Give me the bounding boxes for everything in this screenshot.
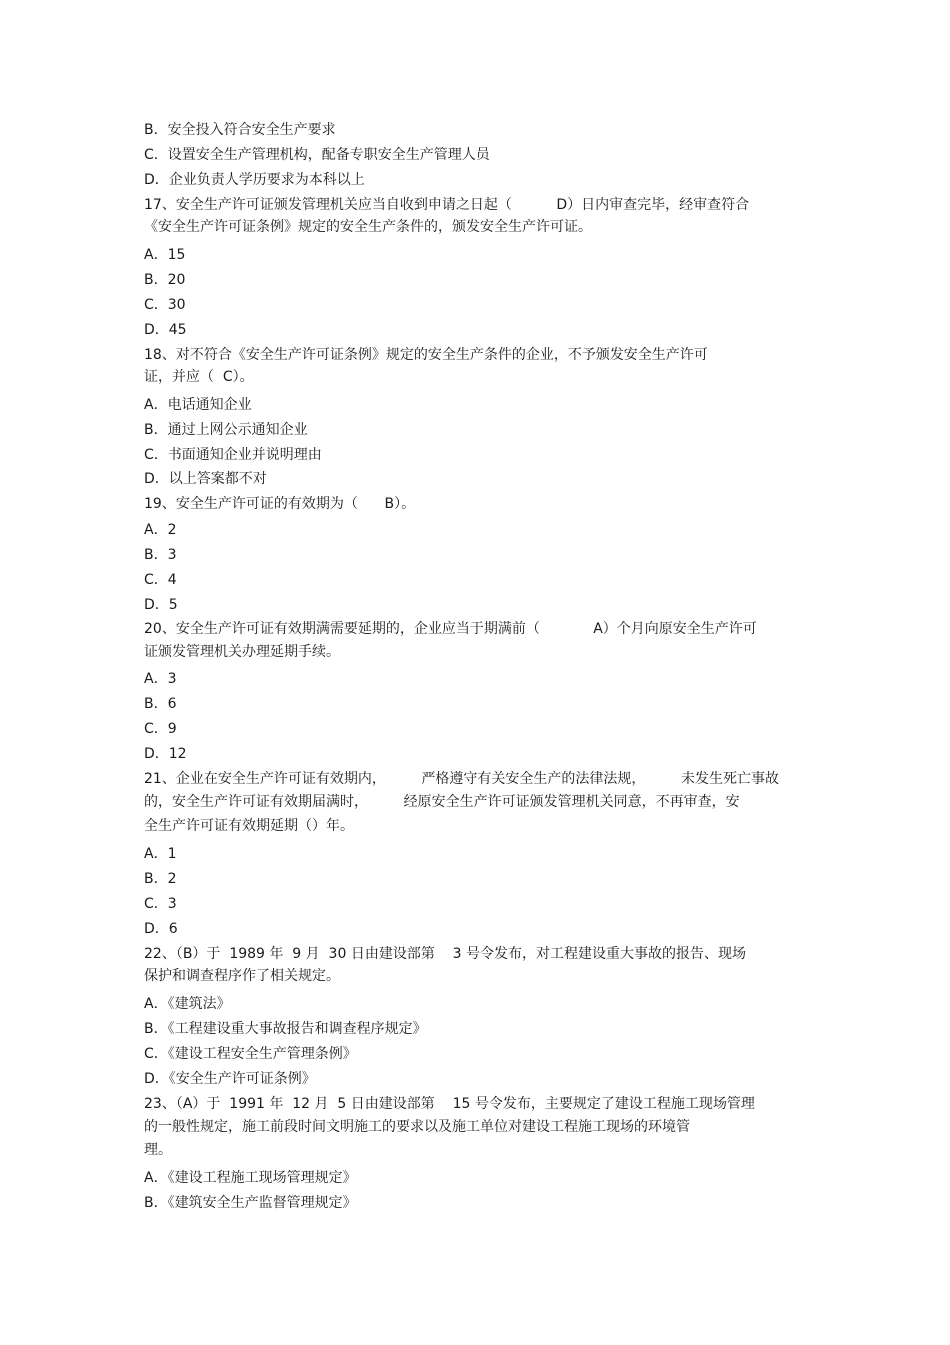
text-line: 理。: [144, 1142, 172, 1158]
text-line: B．安全投入符合安全生产要求: [144, 122, 336, 138]
text-line: 的一般性规定，施工前段时间文明施工的要求以及施工单位对建设工程施工现场的环境管: [144, 1119, 690, 1135]
text-line: 的，安全生产许可证有效期届满时， 经原安全生产许可证颁发管理机关同意，不再审查，安: [144, 794, 740, 810]
text-line: D．《安全生产许可证条例》: [144, 1071, 316, 1087]
text-line: D．企业负责人学历要求为本科以上: [144, 172, 365, 188]
text-line: B．2: [144, 871, 177, 887]
text-line: D．以上答案都不对: [144, 471, 267, 487]
text-line: D．6: [144, 921, 178, 937]
text-line: 《安全生产许可证条例》规定的安全生产条件的，颁发安全生产许可证。: [144, 219, 592, 235]
text-line: C．30: [144, 297, 186, 313]
text-line: A．15: [144, 247, 186, 263]
text-line: D．45: [144, 322, 187, 338]
text-line: 20、安全生产许可证有效期满需要延期的，企业应当于期满前（ A）个月向原安全生产许可: [144, 621, 757, 637]
text-line: C．设置安全生产管理机构，配备专职安全生产管理人员: [144, 147, 490, 163]
text-line: C．3: [144, 896, 177, 912]
text-line: 证颁发管理机关办理延期手续。: [144, 644, 340, 660]
text-line: 保护和调查程序作了相关规定。: [144, 968, 340, 984]
text-line: 证，并应（ C）。: [144, 369, 254, 385]
text-line: A．3: [144, 671, 177, 687]
text-line: 21、企业在安全生产许可证有效期内， 严格遵守有关安全生产的法律法规， 未发生死亡事故: [144, 771, 780, 787]
text-line: D．5: [144, 597, 178, 613]
text-line: 18、对不符合《安全生产许可证条例》规定的安全生产条件的企业，不予颁发安全生产许可: [144, 347, 708, 363]
text-line: 22、（B）于 1989 年 9 月 30 日由建设部第 3 号令发布，对工程建设重大事故的报告、现场: [144, 946, 746, 962]
text-line: 17、安全生产许可证颁发管理机关应当自收到申请之日起（ D）日内审查完毕，经审查符合: [144, 197, 750, 213]
text-line: C．9: [144, 721, 177, 737]
text-line: A．2: [144, 522, 177, 538]
text-line: C．4: [144, 572, 177, 588]
text-line: 全生产许可证有效期延期（）年。: [144, 818, 354, 834]
text-line: D．12: [144, 746, 187, 762]
text-line: B．20: [144, 272, 186, 288]
text-line: A．《建设工程施工现场管理规定》: [144, 1170, 357, 1186]
text-line: 23、（A）于 1991 年 12 月 5 日由建设部第 15 号令发布，主要规定了建设工程施工现场管理: [144, 1096, 755, 1112]
text-line: 19、安全生产许可证的有效期为（ B）。: [144, 496, 416, 512]
text-line: A．1: [144, 846, 177, 862]
text-line: A．《建筑法》: [144, 996, 231, 1012]
text-line: C．《建设工程安全生产管理条例》: [144, 1046, 357, 1062]
text-line: B．3: [144, 547, 177, 563]
text-line: C．书面通知企业并说明理由: [144, 447, 322, 463]
text-line: B．6: [144, 696, 177, 712]
text-line: B．《建筑安全生产监督管理规定》: [144, 1195, 357, 1211]
text-line: B．通过上网公示通知企业: [144, 422, 308, 438]
text-line: A．电话通知企业: [144, 397, 252, 413]
text-line: B．《工程建设重大事故报告和调查程序规定》: [144, 1021, 427, 1037]
